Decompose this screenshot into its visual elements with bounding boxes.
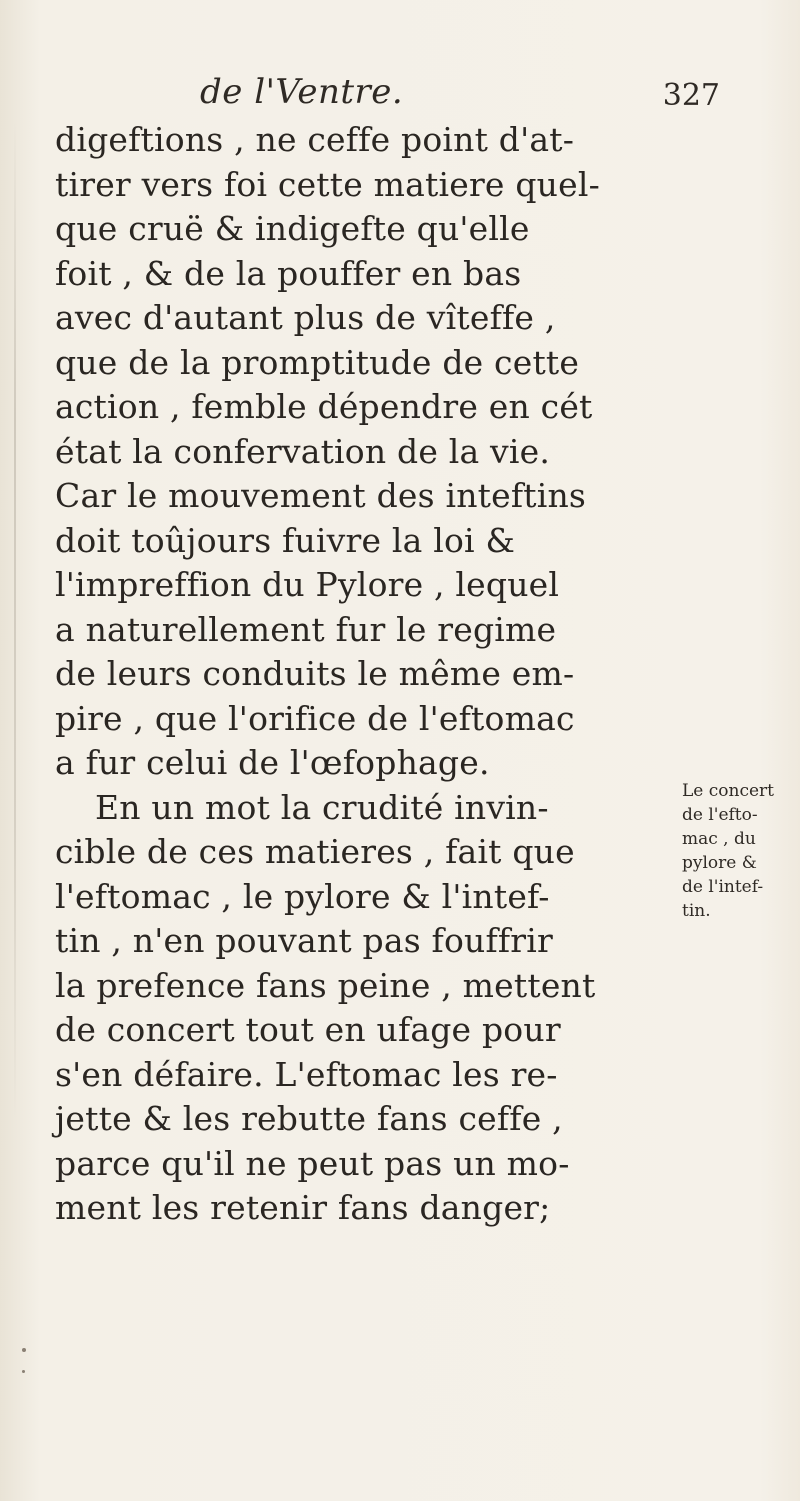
text-line: que cruë & indigefte qu'elle <box>55 209 530 248</box>
text-line: état la confervation de la vie. <box>55 431 551 471</box>
text-line: foit , & de la pouffer en bas <box>55 253 522 293</box>
text-line: s'en défaire. L'eftomac les re- <box>55 1054 558 1094</box>
marginal-note-line: pylore & <box>682 853 757 873</box>
text-line: action , femble dépendre en cét <box>55 387 593 426</box>
text-line: l'eftomac , le pylore & l'intef- <box>55 876 550 916</box>
text-line: que de la promptitude de cette <box>55 342 580 382</box>
marginal-note-line: mac , du <box>682 829 756 849</box>
running-head: de l'Ventre. <box>200 72 404 112</box>
text-line: de concert tout en ufage pour <box>55 1010 561 1049</box>
paragraph-start-line: En un mot la crudité invin- <box>95 787 549 827</box>
main-text <box>55 118 665 1231</box>
text-line: doit toûjours fuivre la loi & <box>55 520 516 560</box>
marginal-note-line: Le concert <box>682 781 774 801</box>
paper-speck <box>22 1370 25 1373</box>
text-line: pire , que l'orifice de l'eftomac <box>55 698 575 738</box>
page-number: 327 <box>662 78 720 113</box>
marginal-note-line: tin. <box>682 901 711 921</box>
text-line: tin , n'en pouvant pas fouffrir <box>55 921 553 960</box>
text-line: l'impreffion du Pylore , lequel <box>55 565 560 604</box>
text-line: parce qu'il ne peut pas un mo- <box>55 1143 570 1183</box>
text-line: de leurs conduits le même em- <box>55 654 575 693</box>
text-line: Car le mouvement des inteftins <box>55 476 587 515</box>
paper-speck <box>22 1348 26 1352</box>
text-line: a naturellement fur le regime <box>55 609 557 649</box>
text-line: ment les retenir fans danger; <box>55 1188 551 1227</box>
text-line: la prefence fans peine , mettent <box>55 965 596 1005</box>
text-line: a fur celui de l'œfophage. <box>55 743 490 782</box>
text-line: cible de ces matieres , fait que <box>55 832 575 871</box>
text-line: digeftions , ne ceffe point d'at- <box>55 120 575 159</box>
marginal-note-line: de l'efto- <box>682 805 758 825</box>
text-line: tirer vers foi cette matiere quel- <box>55 164 600 204</box>
page-header <box>200 72 720 122</box>
text-line: jette & les rebutte fans ceffe , <box>55 1099 563 1138</box>
text-line: avec d'autant plus de vîteffe , <box>55 298 556 337</box>
marginal-note <box>682 779 797 923</box>
page-gutter-shadow <box>14 120 16 1120</box>
marginal-note-line: de l'intef- <box>682 877 764 897</box>
